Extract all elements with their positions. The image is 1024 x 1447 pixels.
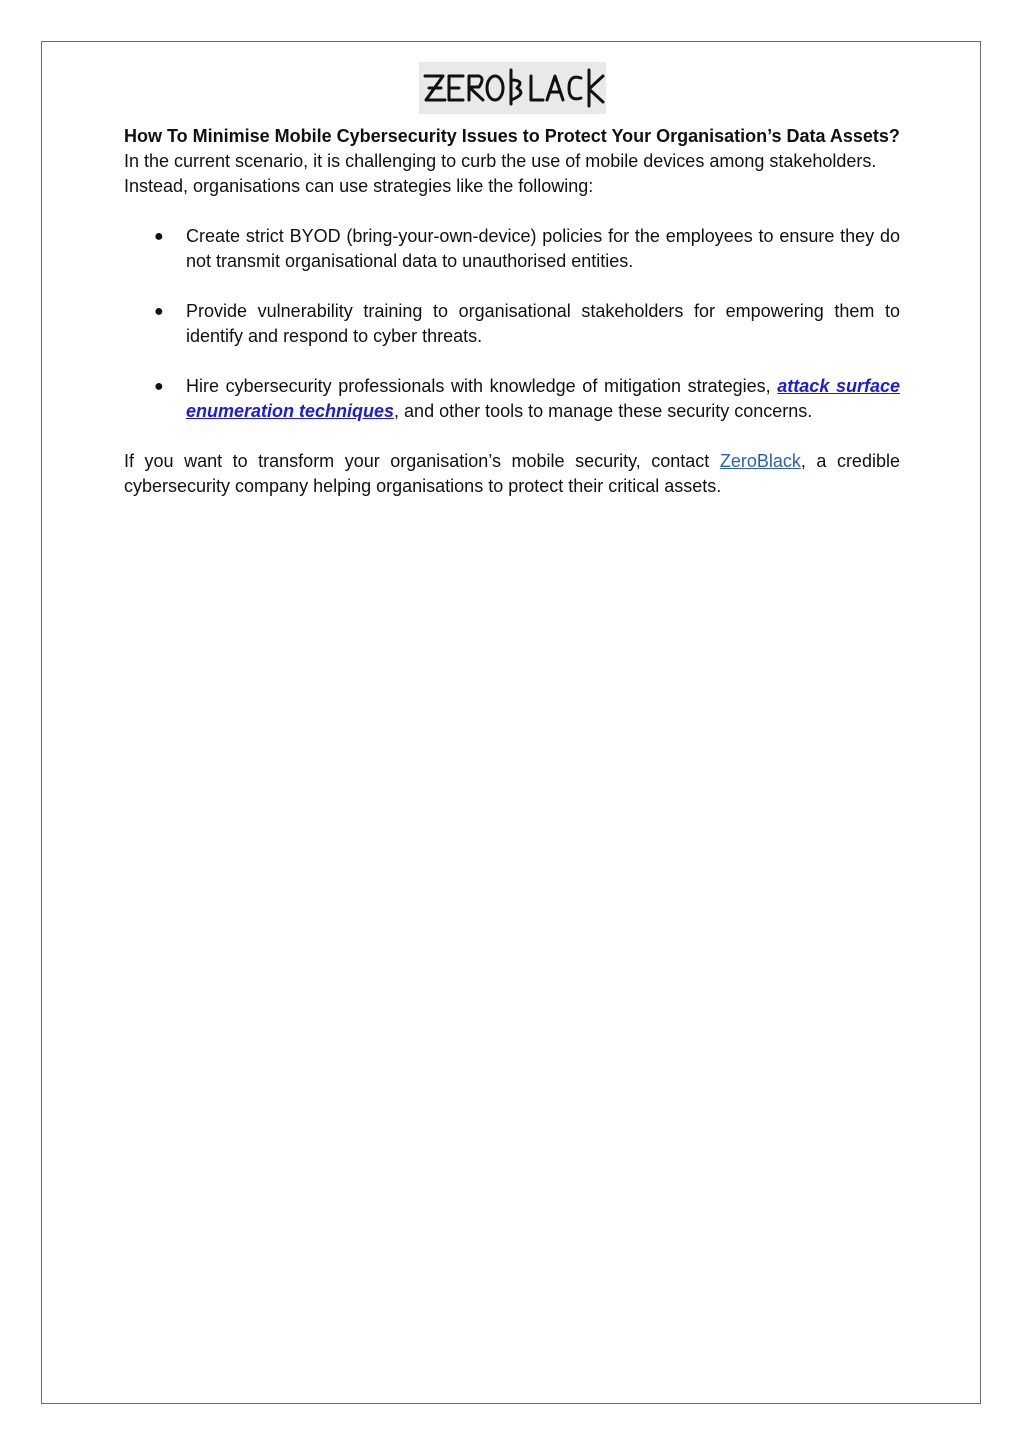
article-heading: How To Minimise Mobile Cybersecurity Issues to Protect Your Organisation’s Data Assets? — [124, 126, 900, 146]
list-item — [124, 299, 900, 349]
list-item — [124, 224, 900, 274]
zeroblack-logo — [419, 62, 606, 114]
zeroblack-logo-icon — [419, 62, 606, 114]
list-item-text: Create strict BYOD (bring-your-own-device) policies for the employees to ensure they do not transmit organisational data to unauthorised entities. — [186, 226, 900, 271]
closing-text-after: , a credible cybersecurity company helping organisations to protect their critical assets. — [124, 451, 900, 496]
bullet-icon: ● — [154, 228, 164, 245]
closing-paragraph — [124, 449, 900, 499]
zeroblack-link[interactable]: ZeroBlack — [719, 451, 801, 471]
bullet-icon: ● — [154, 303, 164, 320]
attack-surface-link[interactable]: attack surface enumeration techniques — [186, 376, 900, 421]
intro-paragraph: In the current scenario, it is challenging to curb the use of mobile devices among stakeholders. Instead, organisations can use strategies like the following: — [124, 151, 877, 196]
bullet-icon: ● — [154, 378, 164, 395]
document-body — [124, 124, 900, 499]
list-item-text-before: Hire cybersecurity professionals with knowledge of mitigation strategies, — [186, 376, 778, 396]
closing-text-before: If you want to transform your organisation’s mobile security, contact — [124, 451, 720, 471]
list-item-text-after: , and other tools to manage these security concerns. — [394, 401, 813, 421]
list-item-text: Provide vulnerability training to organisational stakeholders for empowering them to identify and respond to cyber threats. — [186, 301, 900, 346]
list-item — [124, 374, 900, 424]
strategy-list — [124, 224, 900, 424]
